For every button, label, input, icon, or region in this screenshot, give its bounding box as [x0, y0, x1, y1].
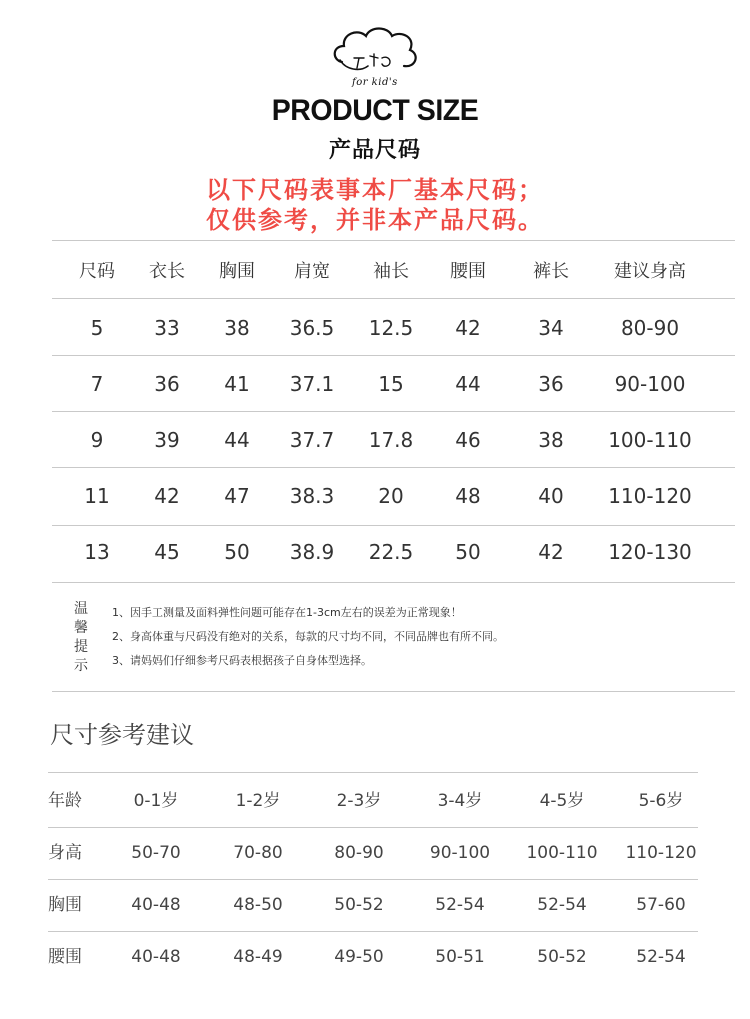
table-row [52, 468, 735, 524]
table-cell: 40-48 [131, 947, 181, 967]
table-cell: 49-50 [334, 947, 384, 967]
size-table-header [52, 244, 735, 300]
divider [52, 525, 735, 526]
header-cell: 肩宽 [294, 261, 330, 282]
table-cell: 110-120 [625, 843, 697, 863]
tips-label-char: 示 [74, 658, 88, 674]
table-cell: 50-70 [131, 843, 181, 863]
table-cell: 胸围 [48, 895, 82, 915]
tips-label-char: 温 [74, 601, 88, 617]
tip-item: 3、请妈妈们仔细参考尺码表根据孩子自身体型选择。 [112, 654, 372, 667]
table-cell: 36.5 [289, 316, 335, 340]
table-cell: 22.5 [368, 540, 414, 564]
table-cell: 12.5 [368, 316, 414, 340]
table-cell: 100-110 [526, 843, 598, 863]
table-cell: 9 [90, 428, 104, 452]
table-cell: 身高 [48, 843, 82, 863]
table-cell: 48-49 [233, 947, 283, 967]
table-row [48, 879, 708, 931]
table-cell: 90-100 [614, 372, 686, 396]
tip-item: 2、身高体重与尺码没有绝对的关系，每款的尺寸均不同，不同品牌也有所不同。 [112, 630, 504, 643]
table-cell: 20 [378, 484, 404, 508]
divider [52, 467, 735, 468]
table-row [48, 827, 708, 879]
divider [48, 827, 698, 828]
table-cell: 57-60 [636, 895, 686, 915]
table-cell: 50 [455, 540, 481, 564]
table-cell: 42 [455, 316, 481, 340]
table-cell: 34 [538, 316, 564, 340]
table-row [48, 775, 708, 827]
table-row [52, 412, 735, 468]
table-cell: 47 [224, 484, 250, 508]
table-cell: 110-120 [608, 484, 692, 508]
page-title-cn: 产品尺码 [328, 138, 421, 163]
table-cell: 7 [90, 372, 104, 396]
table-row [48, 931, 708, 983]
table-cell: 15 [378, 372, 404, 396]
divider [52, 691, 735, 692]
table-cell: 13 [84, 540, 110, 564]
table-cell: 5-6岁 [638, 791, 684, 811]
table-cell: 50-52 [537, 947, 587, 967]
header-cell: 衣长 [149, 261, 185, 282]
divider [52, 411, 735, 412]
brand-logo [330, 22, 420, 96]
table-cell: 40 [538, 484, 564, 508]
brand-tagline: for kid's [352, 77, 398, 88]
notice-line-1: 以下尺码表事本厂基本尺码； [206, 176, 544, 204]
divider [48, 931, 698, 932]
table-cell: 48 [455, 484, 481, 508]
table-cell: 2-3岁 [336, 791, 382, 811]
table-cell: 100-110 [608, 428, 692, 452]
table-cell: 80-90 [620, 316, 680, 340]
divider [52, 240, 735, 241]
table-cell: 38 [538, 428, 564, 452]
table-cell: 48-50 [233, 895, 283, 915]
table-cell: 17.8 [368, 428, 414, 452]
table-cell: 90-100 [429, 843, 491, 863]
table-cell: 120-130 [608, 540, 692, 564]
table-cell: 36 [538, 372, 564, 396]
table-cell: 40-48 [131, 895, 181, 915]
table-cell: 11 [84, 484, 110, 508]
table-cell: 0-1岁 [133, 791, 179, 811]
table-cell: 42 [538, 540, 564, 564]
header-cell: 尺码 [79, 261, 115, 282]
table-cell: 52-54 [537, 895, 587, 915]
table-cell: 44 [224, 428, 250, 452]
table-row [52, 524, 735, 580]
table-cell: 52-54 [636, 947, 686, 967]
divider [48, 772, 698, 773]
table-cell: 33 [154, 316, 180, 340]
table-cell: 37.1 [289, 372, 335, 396]
tips-section [52, 600, 735, 680]
table-cell: 46 [455, 428, 481, 452]
header-cell: 胸围 [219, 261, 255, 282]
header-cell: 腰围 [450, 261, 486, 282]
tip-item: 1、因手工测量及面料弹性问题可能存在1-3cm左右的误差为正常现象！ [112, 606, 462, 619]
divider [48, 879, 698, 880]
table-cell: 5 [90, 316, 104, 340]
table-cell: 36 [154, 372, 180, 396]
table-cell: 腰围 [48, 947, 82, 967]
cloud-logo-icon [330, 22, 420, 82]
table-cell: 38.3 [289, 484, 335, 508]
table-cell: 50-52 [334, 895, 384, 915]
table-cell: 50-51 [435, 947, 485, 967]
table-cell: 52-54 [435, 895, 485, 915]
table-cell: 39 [154, 428, 180, 452]
header-cell: 裤长 [533, 261, 569, 282]
table-cell: 42 [154, 484, 180, 508]
table-row [52, 356, 735, 412]
table-cell: 44 [455, 372, 481, 396]
tips-label-char: 馨 [74, 620, 88, 636]
table-cell: 4-5岁 [539, 791, 585, 811]
table-cell: 70-80 [233, 843, 283, 863]
table-cell: 37.7 [289, 428, 335, 452]
table-row [52, 300, 735, 356]
tips-label-char: 提 [74, 639, 88, 655]
table-cell: 38.9 [289, 540, 335, 564]
table-cell: 41 [224, 372, 250, 396]
table-cell: 80-90 [334, 843, 384, 863]
header-cell: 袖长 [373, 261, 409, 282]
table-cell: 38 [224, 316, 250, 340]
reference-title: 尺寸参考建议 [50, 721, 194, 749]
divider [52, 298, 735, 299]
divider [52, 355, 735, 356]
page-title-en: PRODUCT SIZE [271, 94, 479, 127]
table-cell: 1-2岁 [235, 791, 281, 811]
header-cell: 建议身高 [614, 261, 686, 282]
table-cell: 45 [154, 540, 180, 564]
notice-line-2: 仅供参考，并非本产品尺码。 [206, 206, 544, 234]
divider [52, 582, 735, 583]
tips-label [74, 600, 94, 676]
table-cell: 50 [224, 540, 250, 564]
table-cell: 年龄 [48, 791, 82, 811]
table-cell: 3-4岁 [437, 791, 483, 811]
